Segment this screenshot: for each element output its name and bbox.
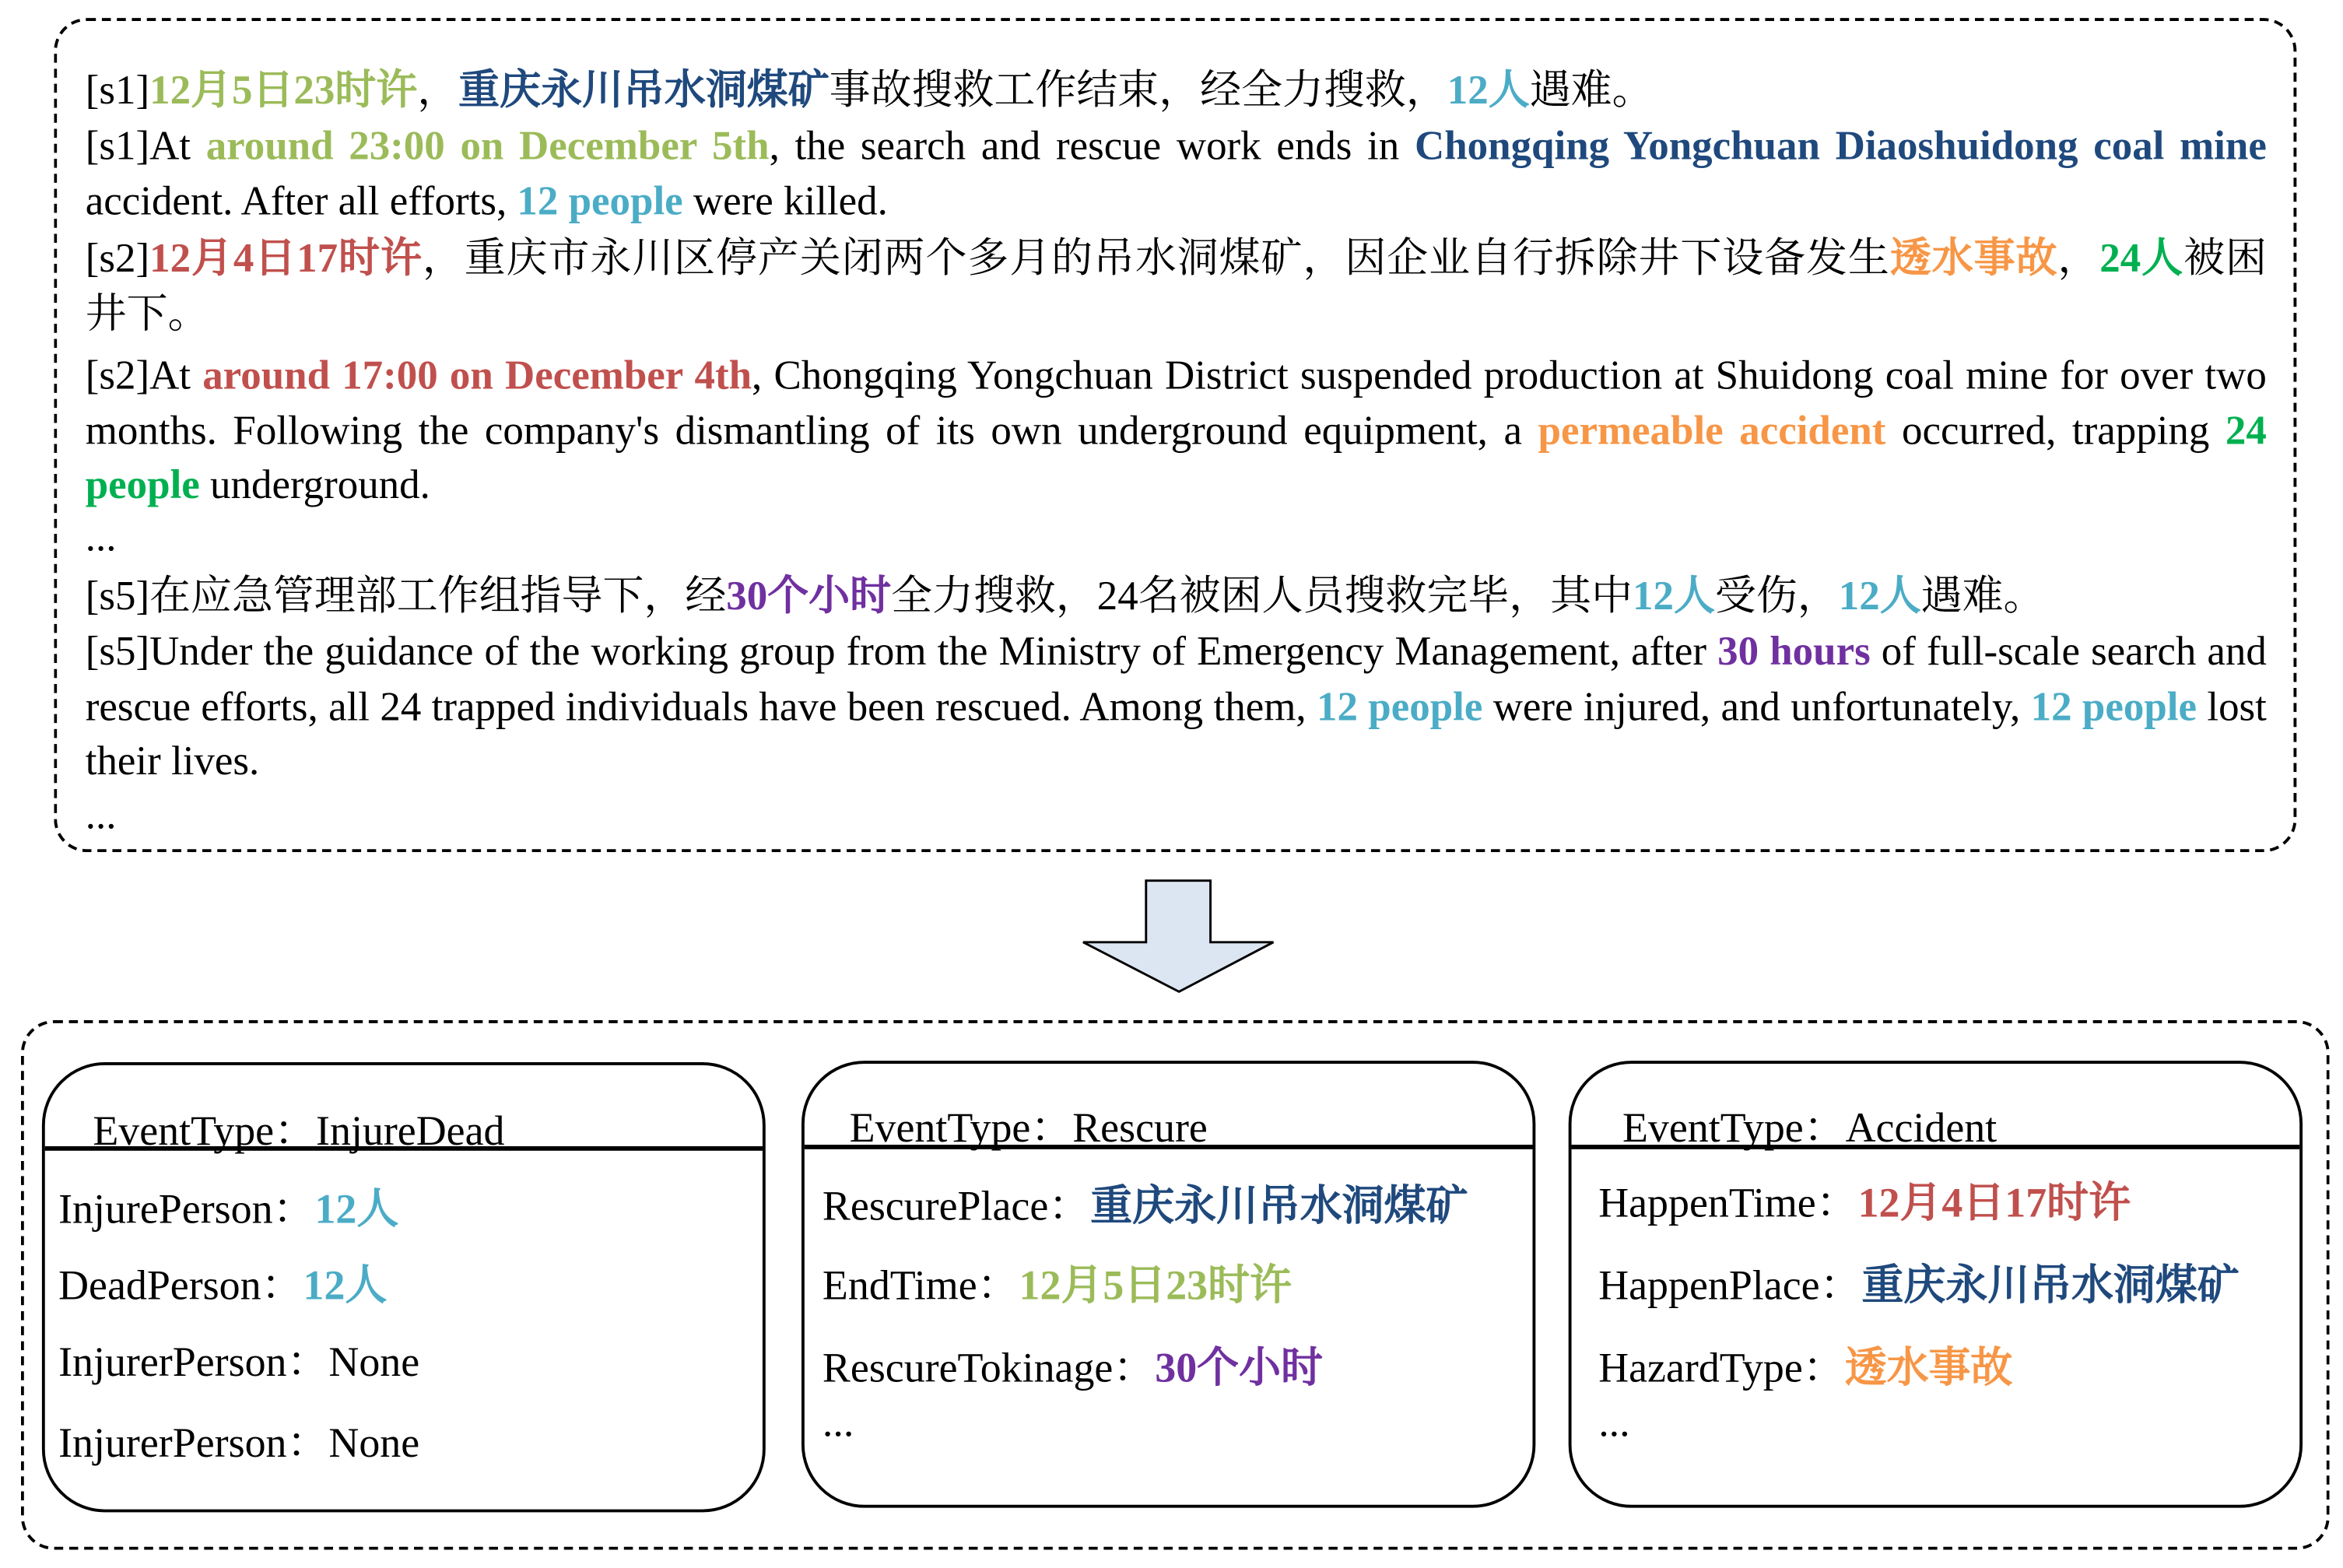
event-field <box>58 1410 419 1470</box>
card-header: EventType：InjureDead <box>93 1108 505 1156</box>
paragraph <box>86 510 2267 565</box>
field-label: HappenTime： <box>1598 1180 1858 1228</box>
highlighted-entity: 12人 <box>1633 571 1715 619</box>
field-label: ... <box>1598 1399 1630 1447</box>
field-value: 12月4日17时许 <box>1857 1180 2131 1228</box>
event-field <box>58 1177 398 1237</box>
text-segment: 事故搜救工作结束，经全力搜救， <box>829 65 1447 113</box>
field-value: 重庆永川吊水洞煤矿 <box>1861 1263 2240 1310</box>
highlighted-entity: 30个小时 <box>726 571 892 619</box>
text-segment: 全力搜救，24名被困人员搜救完毕，其中 <box>891 571 1633 619</box>
field-label: HappenPlace： <box>1598 1263 1862 1310</box>
text-segment: [s2]At <box>85 351 203 398</box>
text-segment: , Chongqing Yongchuan District suspended production at Shuidong coal mine for over two months. Following the company's dismantling of its own underground equipment, a <box>85 351 2267 453</box>
text-segment: [s2] <box>85 233 150 281</box>
text-segment: [s1] <box>85 65 150 113</box>
paragraph <box>86 624 2267 788</box>
text-segment: 遇难。 <box>1920 571 2045 619</box>
text-segment: underground. <box>199 460 430 507</box>
text-segment: ... <box>85 513 117 560</box>
text-segment: of full-scale search and rescue efforts, all 24 trapped individuals have been rescued. Among them, <box>85 626 2267 729</box>
paragraph <box>86 348 2267 512</box>
field-value: 30个小时 <box>1155 1345 1323 1393</box>
event-field <box>823 1253 1292 1313</box>
paragraph <box>86 118 2267 228</box>
card-header: EventType：Accident <box>1622 1105 1998 1152</box>
paragraph <box>86 788 2267 842</box>
highlighted-entity: 12月5日23时许 <box>149 65 418 113</box>
event-field <box>1598 1253 2239 1313</box>
field-label: RescurePlace： <box>822 1184 1091 1230</box>
header-divider <box>1572 1145 2300 1149</box>
highlighted-entity: 重庆永川吊水洞煤矿 <box>458 65 830 113</box>
field-label: EndTime： <box>822 1263 1019 1310</box>
text-segment: accident. After all efforts, <box>85 176 517 223</box>
event-field <box>1598 1400 1629 1448</box>
text-segment: ， <box>2057 233 2100 281</box>
card-header: EventType：Rescure <box>849 1105 1208 1152</box>
field-label: InjurerPerson： <box>58 1339 329 1387</box>
text-segment: ，重庆市永川区停产关闭两个多月的吊水洞煤矿，因企业自行拆除井下设备发生 <box>422 233 1890 281</box>
text-segment: [s5]Under the guidance of the working group from the Ministry of Emergency Management, after <box>85 626 1718 674</box>
text-segment: [s1]At <box>85 121 206 168</box>
event-field <box>823 1400 854 1448</box>
highlighted-entity: 30 hours <box>1717 626 1871 674</box>
text-segment: were injured, and unfortunately, <box>1482 682 2031 729</box>
event-field <box>58 1253 387 1313</box>
event-field <box>1598 1335 2012 1395</box>
field-value: None <box>328 1420 420 1468</box>
injuredead-event-card <box>42 1062 766 1512</box>
text-segment: , the search and rescue work ends in <box>769 121 1415 168</box>
field-value: None <box>328 1339 420 1387</box>
highlighted-entity: 12 people <box>2030 682 2197 729</box>
event-field <box>823 1173 1468 1233</box>
field-value: 透水事故 <box>1844 1345 2013 1393</box>
paragraph <box>86 231 2267 341</box>
highlighted-entity: 12人 <box>1838 571 1921 619</box>
header-divider <box>45 1146 763 1151</box>
paragraph <box>86 63 2267 118</box>
text-segment: occurred, trapping <box>1885 405 2225 453</box>
highlighted-entity: 24人 <box>2099 233 2184 281</box>
text-segment: lost their lives. <box>85 682 2267 784</box>
highlighted-entity: 12人 <box>1447 65 1530 113</box>
text-segment: 被困井下。 <box>85 233 2267 335</box>
paragraph <box>86 569 2267 623</box>
field-value: 重庆永川吊水洞煤矿 <box>1090 1184 1468 1230</box>
field-label: HazardType： <box>1598 1345 1845 1393</box>
highlighted-entity: permeable accident <box>1538 405 1886 453</box>
text-segment: ... <box>85 791 117 837</box>
highlighted-entity: 12 people <box>517 176 683 223</box>
highlighted-entity: 12 people <box>1316 682 1483 729</box>
field-label: RescureTokinage： <box>822 1345 1156 1393</box>
down-arrow-icon <box>1079 878 1279 998</box>
field-value: 12人 <box>303 1263 388 1310</box>
highlighted-entity: around 17:00 on December 4th <box>202 351 752 398</box>
highlighted-entity: 24 people <box>85 405 2267 507</box>
event-field <box>58 1329 419 1389</box>
header-divider <box>805 1145 1533 1149</box>
highlighted-entity: 透水事故 <box>1889 233 2058 281</box>
field-value: 12月5日23时许 <box>1019 1263 1292 1310</box>
field-label: InjurePerson： <box>58 1187 315 1233</box>
text-segment: 遇难。 <box>1529 65 1654 113</box>
highlighted-entity: 12月4日17时许 <box>149 233 423 281</box>
text-segment: were killed. <box>682 176 888 223</box>
event-field <box>823 1335 1323 1395</box>
text-segment: ， <box>417 65 459 113</box>
field-label: DeadPerson： <box>58 1263 303 1310</box>
event-field <box>1598 1170 2131 1230</box>
field-label: ... <box>822 1399 854 1447</box>
field-label: InjurerPerson： <box>58 1420 329 1468</box>
text-segment: [s5]在应急管理部工作组指导下，经 <box>85 571 727 619</box>
rescure-event-card <box>801 1061 1535 1508</box>
text-segment: 受伤， <box>1714 571 1839 619</box>
field-value: 12人 <box>314 1187 399 1233</box>
accident-event-card <box>1569 1061 2303 1508</box>
highlighted-entity: Chongqing Yongchuan Diaoshuidong coal mine <box>1414 121 2267 168</box>
highlighted-entity: around 23:00 on December 5th <box>205 121 770 168</box>
